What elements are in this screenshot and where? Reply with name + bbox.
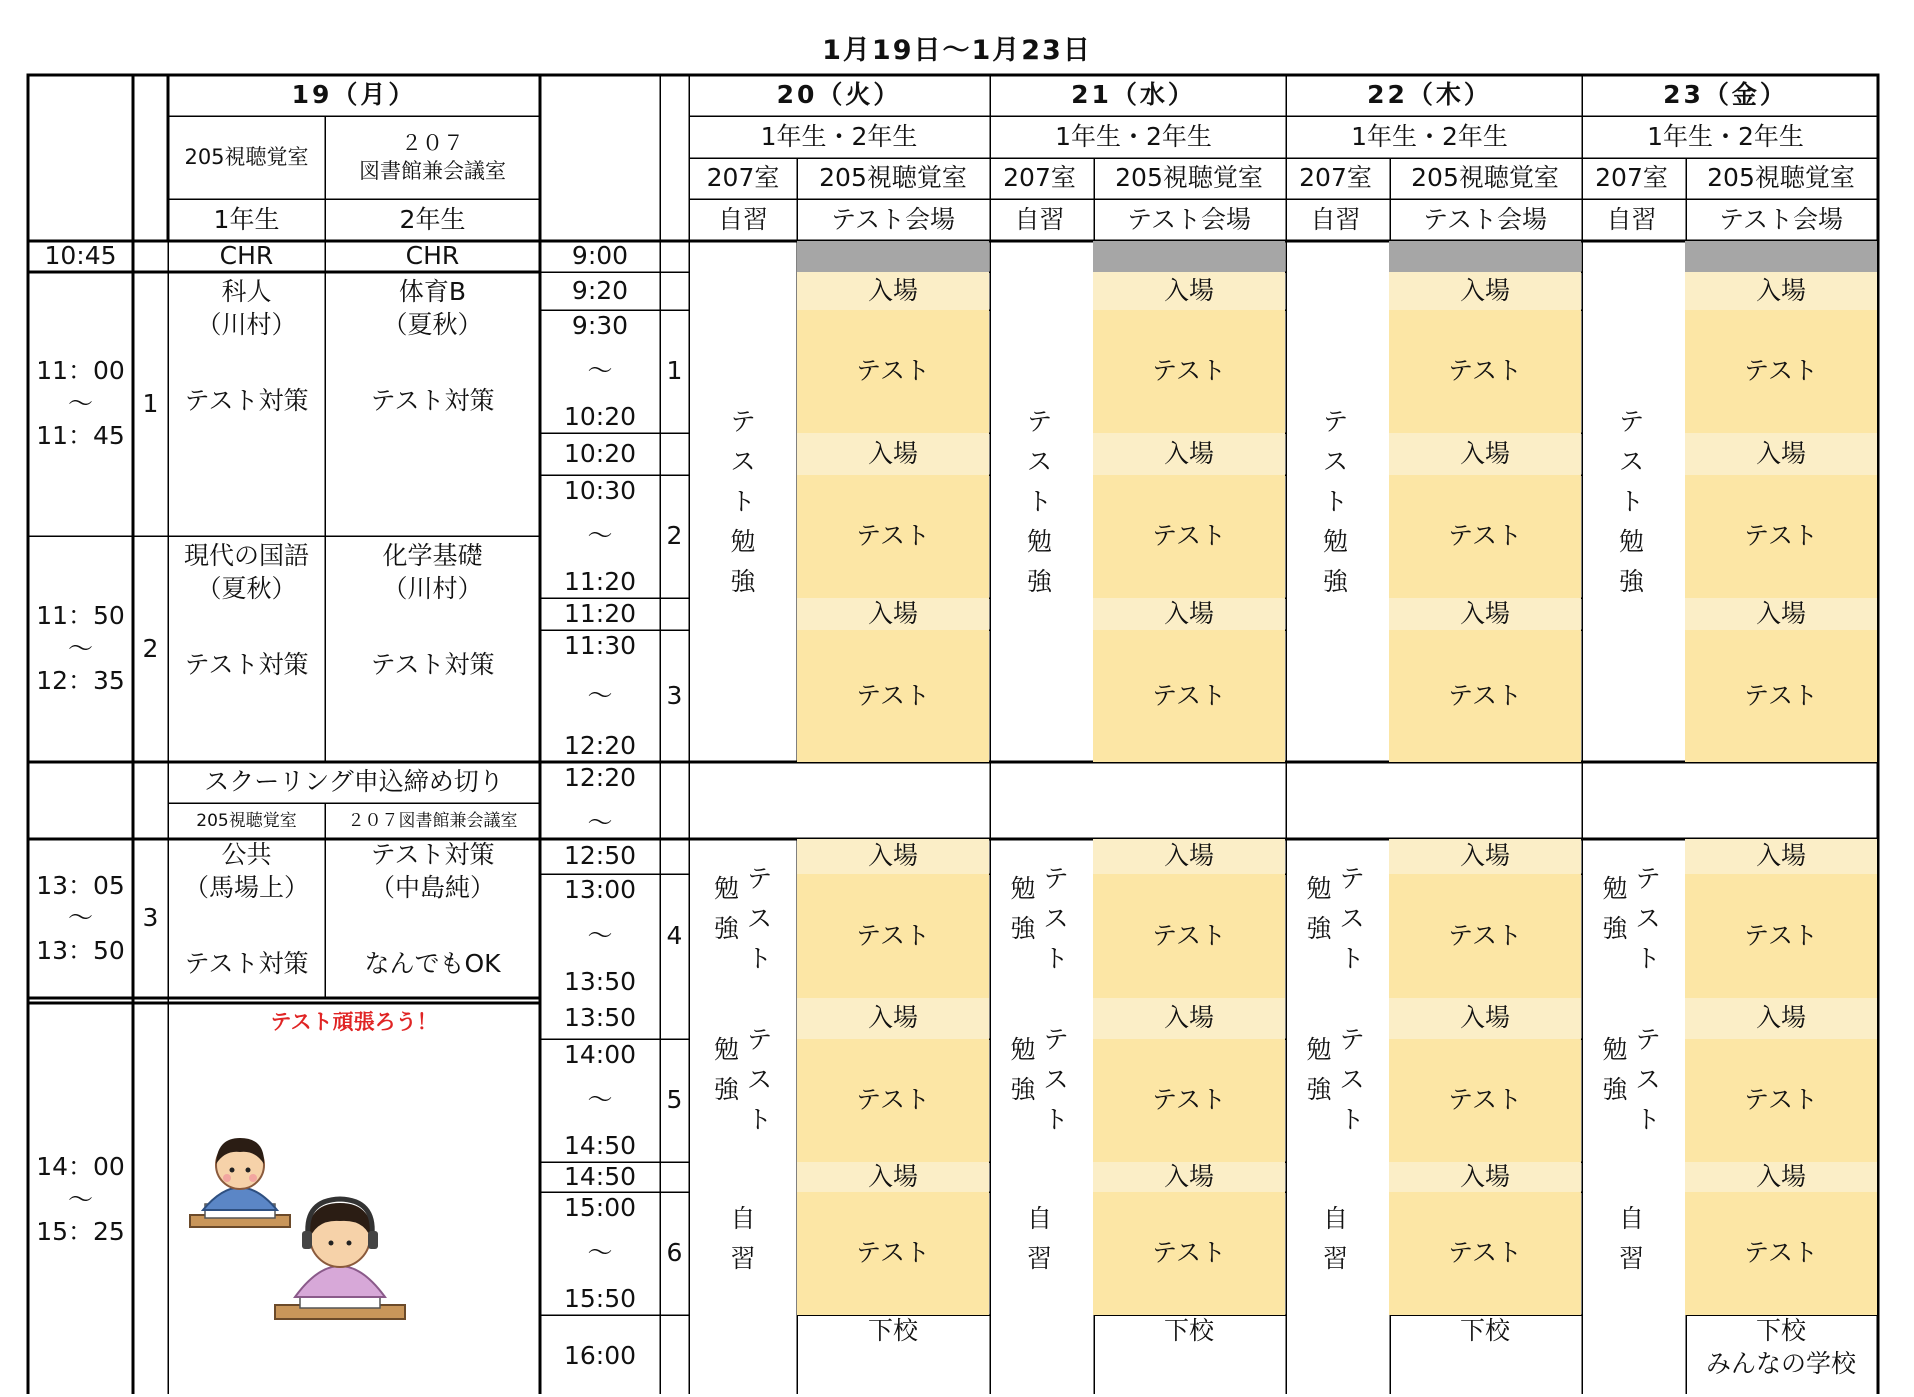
room-test-wed: 205視聴覚室 (1115, 163, 1263, 193)
time-tilde: 〜 (587, 521, 613, 551)
vertical-char: 強 (713, 1075, 739, 1104)
time-start: 13：05 (36, 870, 125, 900)
vertical-text-study (1010, 869, 1035, 949)
time-label: 12:50 (563, 841, 637, 871)
time-label: 16:00 (563, 1340, 637, 1370)
enter-slot-thu: 入場 (1389, 839, 1581, 874)
test-slot-tue: テスト (797, 475, 989, 598)
label-self-wed: 自習 (1014, 204, 1065, 234)
vertical-char: 強 (1602, 1075, 1628, 1104)
enter-slot-thu: 入場 (1389, 598, 1581, 630)
vertical-char: 勉 (1322, 526, 1348, 556)
vertical-char: ト (1618, 486, 1644, 516)
teacher: （馬場上） (183, 872, 309, 902)
time-start: 15:00 (563, 1193, 637, 1222)
time-label: 9:20 (571, 275, 629, 305)
vertical-char: 習 (1026, 1243, 1052, 1273)
jishu-thu (1282, 1162, 1389, 1315)
vertical-char: テ (1043, 863, 1069, 893)
dismissal-note: みんなの学校 (1705, 1348, 1856, 1378)
vertical-char: 強 (1010, 1075, 1036, 1104)
period-number: 6 (666, 1238, 683, 1268)
time-end: 15：25 (36, 1217, 125, 1247)
morning-self-study-tue (689, 241, 797, 762)
test-slot-fri: テスト (1685, 310, 1877, 433)
vertical-char: ス (1618, 446, 1644, 476)
time-label: 11:20 (563, 598, 637, 628)
time-end: 11：45 (36, 421, 125, 451)
chr-time: 10:45 (44, 241, 117, 271)
enter-slot-fri: 入場 (1685, 839, 1877, 874)
vertical-char: テ (747, 1025, 773, 1054)
vertical-text-study (1602, 869, 1627, 949)
label-self-fri: 自習 (1606, 204, 1657, 234)
time-tilde: 〜 (587, 1238, 613, 1268)
mon-p4-time (28, 1003, 133, 1397)
afternoon-self-study-tue (689, 839, 797, 998)
enter-slot-fri: 入場 (1685, 433, 1877, 475)
afternoon-self-study-wed (986, 998, 1093, 1162)
time-start: 11:30 (563, 631, 637, 660)
test-slot-wed: テスト (1093, 310, 1285, 433)
time-end: 13:50 (563, 966, 637, 996)
vertical-char: ト (1339, 1105, 1365, 1134)
test-slot-fri: テスト (1685, 874, 1877, 998)
test-slot-tue: テスト (797, 1039, 989, 1162)
room-test-thu: 205視聴覚室 (1411, 163, 1559, 193)
room-self-wed: 207室 (1003, 163, 1076, 193)
grade-label-tue: 1年生・2年生 (760, 121, 918, 151)
vertical-char: ス (747, 1065, 773, 1094)
enter-slot-thu: 入場 (1389, 433, 1581, 475)
vertical-char: テ (1635, 863, 1661, 893)
vertical-text-test (747, 859, 772, 979)
jishu-wed (986, 1162, 1093, 1315)
vertical-char: テ (1043, 1025, 1069, 1054)
vertical-text-self-study (1619, 1199, 1644, 1279)
label-self-tue: 自習 (717, 204, 768, 234)
test-slot-thu: テスト (1389, 310, 1581, 433)
page-title: 1月19日〜1月23日 (822, 35, 1092, 66)
vertical-char: 勉 (1010, 1035, 1036, 1064)
day-header-thu: 22（木） (1367, 80, 1492, 110)
test-slot-wed: テスト (1093, 1192, 1285, 1315)
enter-slot-fri: 入場 (1685, 1162, 1877, 1192)
vertical-char: ト (1043, 1105, 1069, 1134)
test-slot-tue: テスト (797, 1192, 989, 1315)
time-start: 13:00 (563, 875, 637, 904)
subject: 科人 (221, 277, 272, 306)
test-slot-fri: テスト (1685, 630, 1877, 762)
vertical-char: ト (1635, 943, 1661, 973)
time-range-p4 (540, 874, 660, 998)
mon-period-number: 1 (142, 388, 159, 418)
enter-slot-fri: 入場 (1685, 272, 1877, 310)
vertical-text-study (1010, 1030, 1035, 1110)
vertical-text-test (1340, 1020, 1365, 1140)
teacher: （夏秋） (196, 573, 297, 603)
vertical-char: ス (1339, 903, 1365, 933)
time-tilde: 〜 (67, 633, 93, 663)
vertical-text-test-study (1619, 402, 1644, 602)
time-label: 14:50 (563, 1161, 637, 1191)
vertical-char: テ (1635, 1025, 1661, 1054)
time-start: 10:30 (563, 476, 637, 505)
vertical-char: 自 (730, 1203, 756, 1233)
enter-slot-tue: 入場 (797, 998, 989, 1039)
test-slot-thu: テスト (1389, 874, 1581, 998)
vertical-char: 強 (1602, 913, 1628, 943)
vertical-char: 強 (713, 913, 739, 943)
test-slot-tue: テスト (797, 310, 989, 433)
vertical-text-test (747, 1020, 772, 1140)
time-start: 12:20 (563, 763, 637, 792)
vertical-char: テ (1339, 1025, 1365, 1054)
blank-slot-thu (1389, 241, 1581, 272)
time-tilde: 〜 (587, 920, 613, 950)
vertical-char: 勉 (1306, 873, 1332, 903)
morning-self-study-thu (1282, 241, 1389, 762)
time-end: 10:20 (563, 401, 637, 431)
period-number: 2 (666, 521, 683, 551)
vertical-char: ス (747, 903, 773, 933)
vertical-text-self-study (730, 1199, 755, 1279)
vertical-text-test-study (1027, 402, 1052, 602)
time-label: 13:50 (563, 1003, 637, 1033)
period-number: 5 (666, 1085, 683, 1115)
mon-p1-class-grade1 (168, 272, 325, 536)
subject: 現代の国語 (183, 541, 309, 570)
vertical-char: 強 (1306, 1075, 1332, 1104)
room-207-mon (325, 116, 540, 199)
label-test-fri: テスト会場 (1718, 204, 1843, 234)
time-range-p5 (540, 1039, 660, 1162)
test-slot-thu: テスト (1389, 475, 1581, 598)
vertical-char: テ (1339, 863, 1365, 893)
day-header-tue: 20（火） (776, 80, 902, 110)
chr-grade1: CHR (219, 241, 274, 271)
time-start: 14：00 (36, 1152, 125, 1182)
vertical-char: ス (1339, 1065, 1365, 1094)
vertical-char: ス (1635, 1065, 1661, 1094)
test-slot-fri: テスト (1685, 475, 1877, 598)
test-slot-fri: テスト (1685, 1192, 1877, 1315)
vertical-char: ス (1043, 1065, 1069, 1094)
enter-slot-wed: 入場 (1093, 839, 1285, 874)
dismissal-tue (797, 1315, 989, 1397)
afternoon-self-study-thu (1282, 998, 1389, 1162)
time-range-lunch (540, 762, 660, 839)
vertical-char: ト (1026, 486, 1052, 516)
vertical-char: テ (1322, 406, 1348, 436)
vertical-text-test-study (1323, 402, 1348, 602)
mon-p3-class-grade2 (325, 839, 540, 998)
mon-p3-class-grade1 (168, 839, 325, 998)
vertical-char: テ (747, 863, 773, 893)
mon-p2-class-grade2 (325, 536, 540, 762)
test-slot-fri: テスト (1685, 1039, 1877, 1162)
time-label: 9:00 (571, 241, 629, 271)
enter-slot-thu: 入場 (1389, 1162, 1581, 1192)
label-test-tue: テスト会場 (830, 204, 955, 234)
day-header-wed: 21（水） (1071, 80, 1196, 110)
girl-student-icon (275, 1199, 405, 1319)
vertical-char: ト (747, 943, 773, 973)
vertical-char: 習 (730, 1243, 756, 1273)
jishu-fri (1578, 1162, 1685, 1315)
vertical-text-study (1306, 1030, 1331, 1110)
test-slot-tue: テスト (797, 630, 989, 762)
enter-slot-wed: 入場 (1093, 598, 1285, 630)
vertical-char: 勉 (1602, 873, 1628, 903)
vertical-char: テ (1618, 406, 1644, 436)
room-test-tue: 205視聴覚室 (819, 163, 967, 193)
time-tilde: 〜 (67, 903, 93, 933)
vertical-text-test (1044, 859, 1069, 979)
vertical-char: ト (730, 486, 756, 516)
day-header-fri: 23（金） (1663, 80, 1788, 110)
note: テスト対策 (370, 386, 495, 415)
vertical-char: 強 (730, 566, 756, 596)
vertical-char: 強 (1618, 566, 1644, 596)
enter-slot-tue: 入場 (797, 598, 989, 630)
test-slot-thu: テスト (1389, 1039, 1581, 1162)
time-tilde: 〜 (67, 1184, 93, 1214)
grade-label-fri: 1年生・2年生 (1647, 121, 1804, 151)
time-start: 14:00 (563, 1040, 637, 1069)
morning-self-study-fri (1578, 241, 1685, 762)
time-start: 11：00 (36, 356, 125, 386)
mon-p2-class-grade1 (168, 536, 325, 762)
afternoon-self-study-thu (1282, 839, 1389, 998)
time-label: 10:20 (563, 438, 637, 468)
room-self-tue: 207室 (706, 163, 780, 193)
time-start: 9:30 (571, 311, 629, 340)
vertical-text-study (714, 1030, 739, 1110)
vertical-text-self-study (1027, 1199, 1052, 1279)
time-end: 12：35 (36, 666, 125, 696)
room-self-fri: 207室 (1595, 163, 1668, 193)
period-number: 1 (666, 356, 683, 386)
note: テスト対策 (184, 386, 309, 415)
afternoon-self-study-tue (689, 998, 797, 1162)
vertical-char: 強 (1306, 913, 1332, 943)
room-test-fri: 205視聴覚室 (1707, 163, 1855, 193)
time-end: 14:50 (563, 1130, 637, 1160)
time-tilde: 〜 (587, 680, 613, 710)
vertical-text-self-study (1323, 1199, 1348, 1279)
vertical-char: 勉 (1026, 526, 1052, 556)
teacher: （中島純） (369, 872, 495, 902)
dismissal-label: 下校 (867, 1316, 918, 1345)
mon-p3-time (28, 839, 133, 998)
note: なんでもOK (364, 949, 501, 978)
test-slot-wed: テスト (1093, 475, 1285, 598)
time-tilde: 〜 (587, 807, 613, 837)
note: テスト対策 (184, 949, 309, 978)
enter-slot-tue: 入場 (797, 272, 989, 310)
subject: テスト対策 (370, 840, 495, 869)
test-slot-wed: テスト (1093, 630, 1285, 762)
vertical-text-test (1636, 1020, 1661, 1140)
enter-slot-wed: 入場 (1093, 272, 1285, 310)
vertical-char: 強 (1026, 566, 1052, 596)
mon-period-number: 3 (142, 903, 159, 933)
mon-period-number: 2 (142, 633, 159, 663)
enter-slot-fri: 入場 (1685, 998, 1877, 1039)
deadline-notice: スクーリング申込締め切り (204, 767, 504, 797)
vertical-char: ス (1322, 446, 1348, 476)
enter-slot-wed: 入場 (1093, 1162, 1285, 1192)
vertical-char: ト (1322, 486, 1348, 516)
dismissal-label: 下校 (1755, 1316, 1806, 1345)
morning-self-study-wed (986, 241, 1093, 762)
time-end: 12:20 (563, 730, 637, 760)
vertical-char: 強 (1010, 913, 1036, 943)
vertical-char: テ (730, 406, 756, 436)
vertical-char: ト (1635, 1105, 1661, 1134)
vertical-text-study (1602, 1030, 1627, 1110)
time-range-p2 (540, 475, 660, 598)
time-tilde: 〜 (67, 388, 93, 418)
enter-slot-tue: 入場 (797, 1162, 989, 1192)
enter-slot-fri: 入場 (1685, 598, 1877, 630)
enter-slot-tue: 入場 (797, 433, 989, 475)
test-slot-wed: テスト (1093, 874, 1285, 998)
dismissal-wed (1093, 1315, 1285, 1397)
vertical-char: 習 (1322, 1243, 1348, 1273)
vertical-char: 勉 (1618, 526, 1644, 556)
time-range-p6 (540, 1192, 660, 1315)
vertical-text-test (1044, 1020, 1069, 1140)
note: テスト対策 (184, 650, 309, 679)
vertical-char: 勉 (713, 1035, 739, 1064)
mon-p1-class-grade2 (325, 272, 540, 536)
subject: 公共 (221, 840, 272, 869)
vertical-char: ト (1043, 943, 1069, 973)
label-test-thu: テスト会場 (1422, 204, 1547, 234)
dismissal-thu (1389, 1315, 1581, 1397)
blank-slot-fri (1685, 241, 1877, 272)
time-end: 11:20 (563, 566, 637, 596)
vertical-char: 習 (1618, 1243, 1644, 1273)
vertical-char: ス (1635, 903, 1661, 933)
vertical-char: テ (1026, 406, 1052, 436)
test-slot-tue: テスト (797, 874, 989, 998)
time-range-p1 (540, 310, 660, 433)
subject: 体育B (398, 277, 467, 306)
time-start: 11：50 (36, 601, 125, 631)
vertical-char: 強 (1322, 566, 1348, 596)
vertical-char: 自 (1618, 1203, 1644, 1233)
period-number: 3 (666, 680, 683, 710)
test-slot-thu: テスト (1389, 1192, 1581, 1315)
vertical-text-study (1306, 869, 1331, 949)
teacher: （夏秋） (382, 309, 483, 339)
time-end: 15:50 (563, 1283, 637, 1313)
vertical-text-study (714, 869, 739, 949)
day-header-mon: 19（月） (291, 80, 417, 110)
chr-grade2: CHR (405, 241, 460, 271)
mon-p2-time (28, 536, 133, 762)
dismissal-fri (1685, 1315, 1877, 1397)
enter-slot-thu: 入場 (1389, 998, 1581, 1039)
dismissal-label: 下校 (1459, 1316, 1510, 1345)
room-207-name: 図書館兼会議室 (359, 158, 506, 183)
grade-1-label: 1年生 (213, 204, 280, 234)
afternoon-self-study-wed (986, 839, 1093, 998)
mon-p1-time (28, 272, 133, 536)
vertical-char: ス (730, 446, 756, 476)
vertical-char: ス (1043, 903, 1069, 933)
grade-label-wed: 1年生・2年生 (1055, 121, 1212, 151)
blank-slot-tue (797, 241, 989, 272)
cheer-message: テスト頑張ろう！ (270, 1010, 438, 1035)
vertical-char: ト (747, 1105, 773, 1134)
students-studying-illustration (185, 1120, 425, 1340)
lunch-room-207: ２０７図書館兼会議室 (347, 810, 518, 831)
grade-2-label: 2年生 (399, 204, 466, 234)
vertical-char: 勉 (1602, 1035, 1628, 1064)
test-slot-thu: テスト (1389, 630, 1581, 762)
time-tilde: 〜 (587, 356, 613, 386)
label-self-thu: 自習 (1310, 204, 1361, 234)
vertical-char: 自 (1322, 1203, 1348, 1233)
vertical-char: 勉 (1010, 873, 1036, 903)
enter-slot-wed: 入場 (1093, 433, 1285, 475)
grade-label-thu: 1年生・2年生 (1351, 121, 1508, 151)
room-207-number: ２０７ (401, 131, 464, 156)
time-tilde: 〜 (587, 1085, 613, 1115)
vertical-char: 自 (1026, 1203, 1052, 1233)
enter-slot-wed: 入場 (1093, 998, 1285, 1039)
enter-slot-thu: 入場 (1389, 272, 1581, 310)
time-range-p3 (540, 630, 660, 762)
boy-student-icon (190, 1138, 290, 1227)
vertical-char: ト (1339, 943, 1365, 973)
teacher: （川村） (196, 309, 297, 339)
vertical-text-test-study (730, 402, 755, 602)
teacher: （川村） (382, 573, 483, 603)
vertical-char: 勉 (730, 526, 756, 556)
room-205-mon: 205視聴覚室 (184, 144, 309, 169)
vertical-text-test (1340, 859, 1365, 979)
dismissal-label: 下校 (1163, 1316, 1214, 1345)
label-test-wed: テスト会場 (1126, 204, 1251, 234)
afternoon-self-study-fri (1578, 998, 1685, 1162)
subject: 化学基礎 (382, 541, 483, 570)
note: テスト対策 (370, 650, 495, 679)
test-slot-wed: テスト (1093, 1039, 1285, 1162)
period-number: 4 (666, 920, 683, 950)
vertical-text-test (1636, 859, 1661, 979)
vertical-char: 勉 (713, 873, 739, 903)
afternoon-self-study-fri (1578, 839, 1685, 998)
time-end: 13：50 (36, 935, 125, 965)
vertical-char: 勉 (1306, 1035, 1332, 1064)
room-self-thu: 207室 (1299, 163, 1372, 193)
enter-slot-tue: 入場 (797, 839, 989, 874)
lunch-room-205: 205視聴覚室 (196, 810, 297, 831)
blank-slot-wed (1093, 241, 1285, 272)
jishu-tue (689, 1162, 797, 1315)
vertical-char: ス (1026, 446, 1052, 476)
